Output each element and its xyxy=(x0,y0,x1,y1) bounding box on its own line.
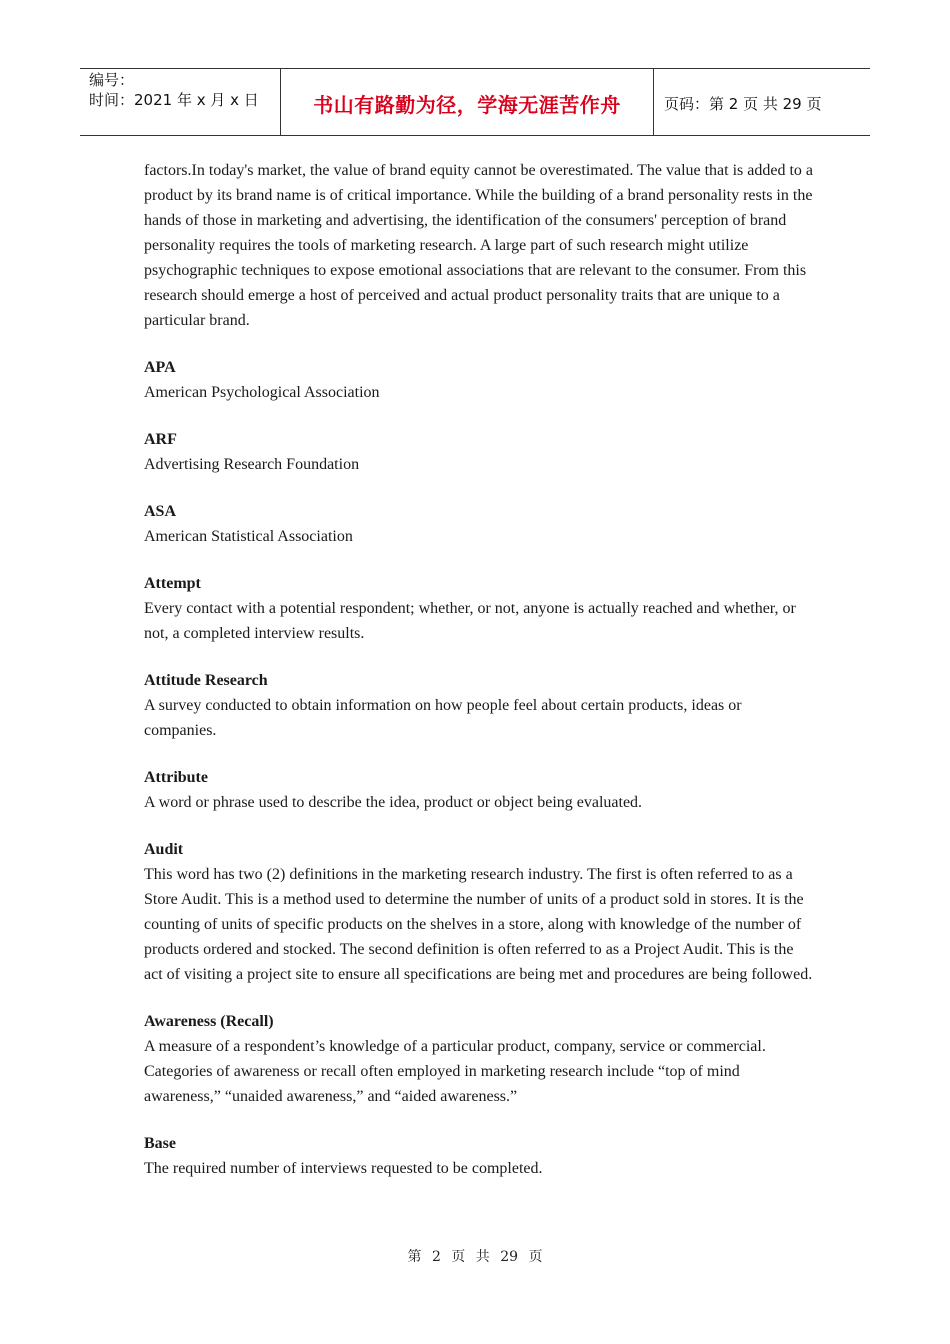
entry-term: ASA xyxy=(144,503,177,520)
glossary-entry xyxy=(144,355,814,405)
glossary-entry xyxy=(144,571,814,646)
glossary-entry xyxy=(144,499,814,549)
entry-term: APA xyxy=(144,359,176,376)
entry-definition: American Statistical Association xyxy=(144,528,353,545)
glossary-entry xyxy=(144,765,814,815)
entry-definition: The required number of interviews requested to be completed. xyxy=(144,1160,543,1177)
document-body xyxy=(144,158,814,1203)
page-footer: 第 2 页 共 29 页 xyxy=(407,1249,543,1265)
entry-definition: Every contact with a potential respondent; whether, or not, anyone is actually reached and whether, or not, a completed interview results. xyxy=(144,600,796,642)
number-label: 编号： xyxy=(89,71,135,89)
entry-definition: Advertising Research Foundation xyxy=(144,456,360,473)
glossary-entry xyxy=(144,1131,814,1181)
date-label: 时间：2021 年 x 月 x 日 xyxy=(89,91,259,109)
entry-term: Awareness (Recall) xyxy=(144,1013,274,1030)
entry-term: Attempt xyxy=(144,575,201,592)
entry-definition: American Psychological Association xyxy=(144,384,380,401)
header-page-info: 页码：第 2 页 共 29 页 xyxy=(664,94,822,113)
glossary-entry xyxy=(144,837,814,987)
entry-term: Attitude Research xyxy=(144,672,268,689)
motto-text: 书山有路勤为径，学海无涯苦作舟 xyxy=(313,92,621,117)
header-info-cell xyxy=(80,69,281,135)
glossary-entry xyxy=(144,427,814,477)
entry-definition: A measure of a respondent’s knowledge of a particular product, company, service or commercial. Categories of awareness or recall often employed in marketing research include “top of mind awareness,” “unaided awareness,” and “aided awareness.” xyxy=(144,1038,766,1105)
entry-term: Attribute xyxy=(144,769,208,786)
intro-paragraph: factors.In today's market, the value of brand equity cannot be overestimated. The value that is added to a product by its brand name is of critical importance. While the building of a brand personality rests in the hands of those in marketing and advertising, the identification of the consumers' perception of brand personality requires the tools of marketing research. A large part of such research might utilize psychographic techniques to expose emotional associations that are relevant to the consumer. From this research should emerge a host of perceived and actual product personality traits that are unique to a particular brand. xyxy=(144,162,814,329)
entry-definition: This word has two (2) definitions in the marketing research industry. The first is often referred to as a Store Audit. This is a method used to determine the number of units of a product sold in stores. It is the counting of units of specific products on the shelves in a store, along with knowledge of the number of products ordered and stocked. The second definition is often referred to as a Project Audit. This is the act of visiting a project site to ensure all specifications are being met and procedures are being followed. xyxy=(144,866,813,983)
page-header xyxy=(80,68,870,136)
entry-definition: A survey conducted to obtain information on how people feel about certain products, ideas or companies. xyxy=(144,697,742,739)
glossary-entry xyxy=(144,668,814,743)
glossary-entry xyxy=(144,1009,814,1109)
header-motto-cell xyxy=(281,69,654,135)
entry-term: Audit xyxy=(144,841,184,858)
header-page-cell xyxy=(654,69,870,135)
entry-term: Base xyxy=(144,1135,176,1152)
entry-term: ARF xyxy=(144,431,177,448)
entry-definition: A word or phrase used to describe the idea, product or object being evaluated. xyxy=(144,794,643,811)
